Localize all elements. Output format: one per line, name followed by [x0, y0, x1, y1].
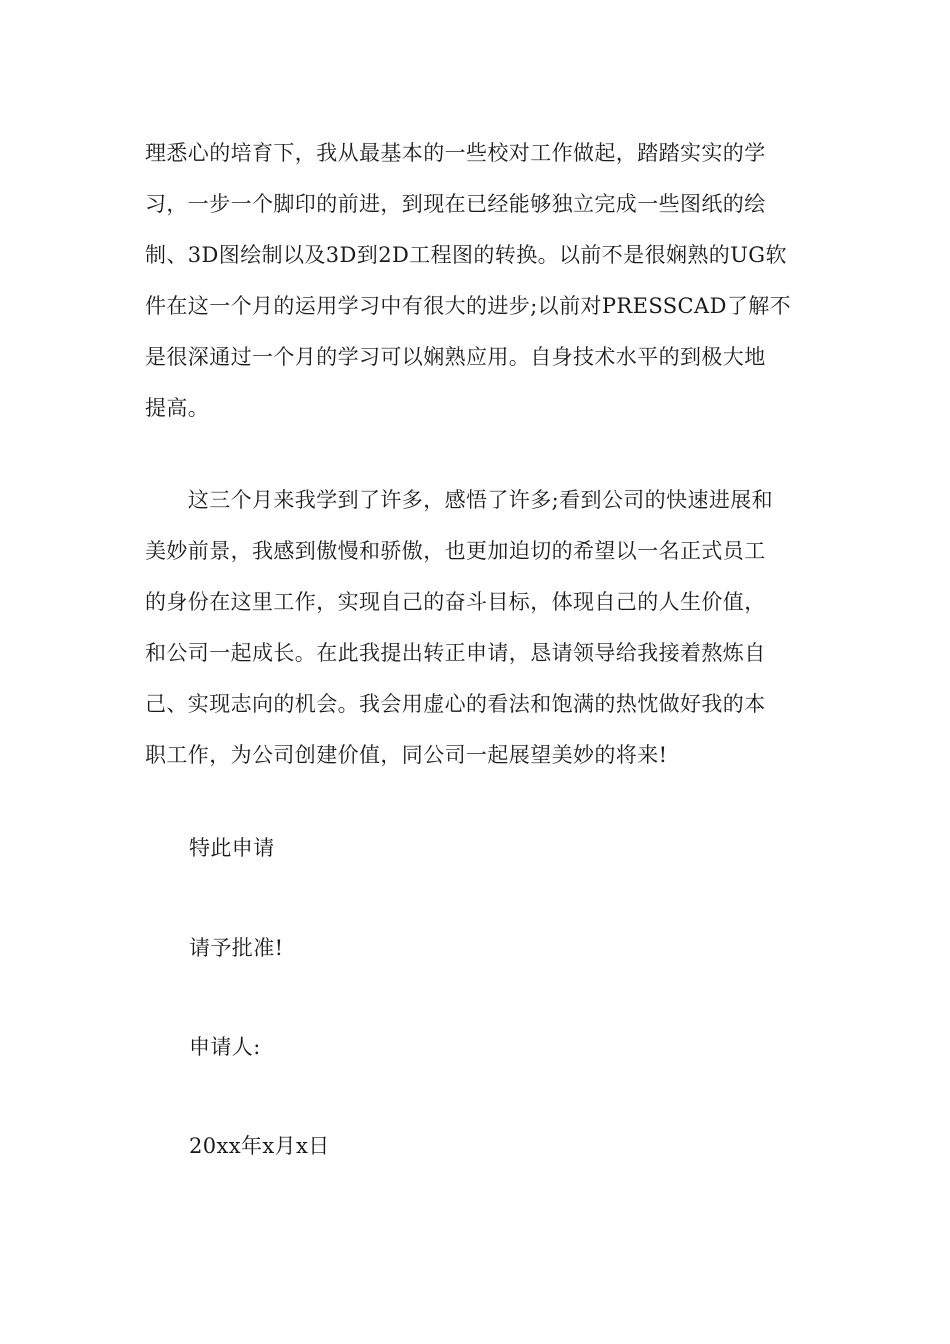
- application-date: 20xx年x月x日: [189, 1134, 330, 1158]
- paragraph-line: 美妙前景，我感到傲慢和骄傲，也更加迫切的希望以一名正式员工: [145, 539, 766, 563]
- paragraph-line: 这三个月来我学到了许多，感悟了许多;看到公司的快速进展和: [145, 488, 774, 512]
- applicant-label: 申请人:: [189, 1035, 261, 1059]
- paragraph-application-statement: [145, 475, 810, 781]
- paragraph-line: 件在这一个月的运用学习中有很大的进步;以前对PRESSCAD了解不: [145, 294, 792, 318]
- closing-phrase: 特此申请: [189, 836, 275, 860]
- paragraph-line: 的身份在这里工作，实现自己的奋斗目标，体现自己的人生价值，: [145, 590, 766, 614]
- paragraph-line: 习，一步一个脚印的前进，到现在已经能够独立完成一些图纸的绘: [145, 192, 766, 216]
- paragraph-line: 提高。: [145, 396, 210, 420]
- paragraph-line: 是很深通过一个月的学习可以娴熟应用。自身技术水平的到极大地: [145, 345, 766, 369]
- paragraph-line: 理悉心的培育下，我从最基本的一些校对工作做起，踏踏实实的学: [145, 141, 766, 165]
- paragraph-line: 己、实现志向的机会。我会用虚心的看法和饱满的热忱做好我的本: [145, 692, 766, 716]
- approval-request: 请予批准!: [189, 936, 284, 960]
- paragraph-internship-progress: [145, 128, 810, 434]
- paragraph-line: 职工作，为公司创建价值，同公司一起展望美妙的将来!: [145, 743, 668, 767]
- paragraph-line: 和公司一起成长。在此我提出转正申请，恳请领导给我接着熬炼自: [145, 641, 766, 665]
- paragraph-line: 制、3D图绘制以及3D到2D工程图的转换。以前不是很娴熟的UG软: [145, 243, 787, 267]
